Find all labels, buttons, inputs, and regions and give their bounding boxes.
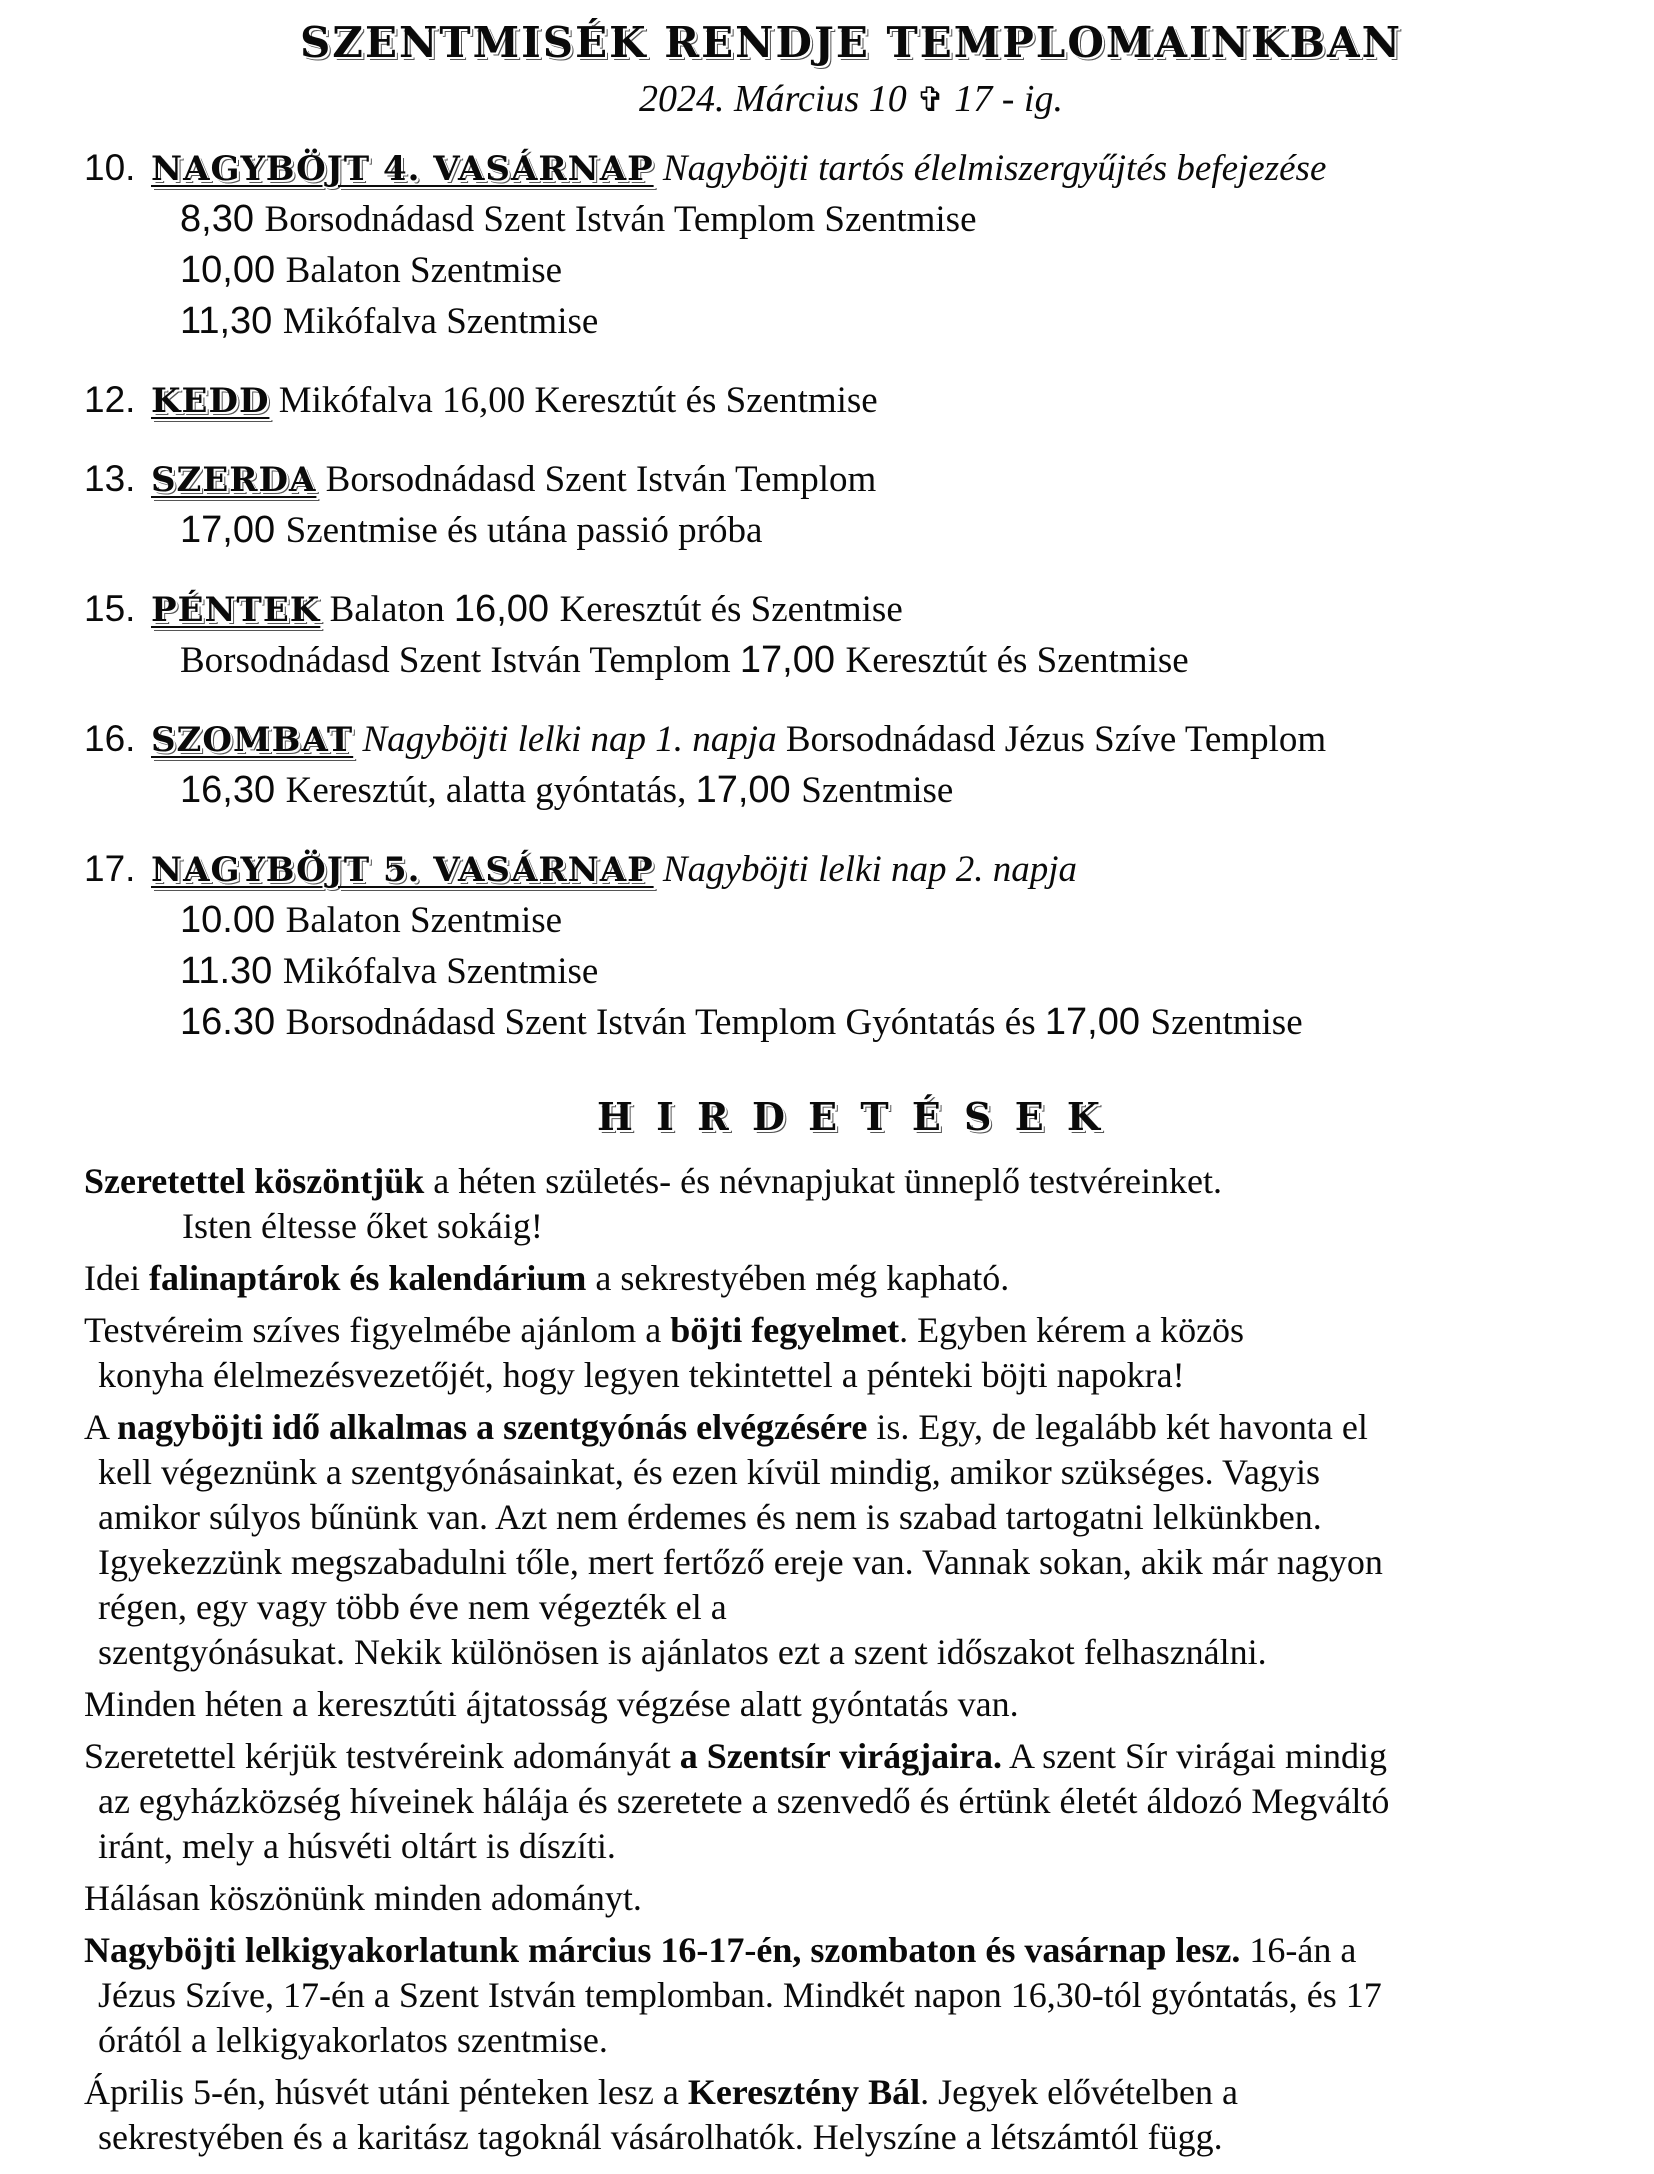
text-line <box>84 1682 1618 1727</box>
page-subtitle <box>84 77 1618 121</box>
text-segment-plain: Szentmise <box>801 770 954 811</box>
text-segment-day: NAGYBÖJT 4. VASÁRNAP <box>151 149 654 189</box>
text-segment-plain: konyha élelmezésvezetőjét, hogy legyen tekintettel a pénteki böjti napokra! <box>98 1355 1185 1395</box>
text-line <box>84 1405 1618 1450</box>
text-segment-plain: Keresztút és Szentmise <box>845 640 1189 681</box>
text-segment-time: 17,00 <box>695 769 802 811</box>
text-segment-plain: Minden héten a keresztúti ájtatosság végzése alatt gyóntatás van. <box>84 1684 1019 1724</box>
text-segment-plain: Mikófalva 16,00 Keresztút és Szentmise <box>269 380 878 421</box>
text-line <box>84 1495 1618 1540</box>
text-segment-time: 11,30 <box>180 300 283 342</box>
text-segment-plain: Keresztút és Szentmise <box>559 589 903 630</box>
text-segment-time: 16.30 <box>180 1001 286 1043</box>
text-line <box>84 946 1618 997</box>
text-segment-italic: Nagyböjti tartós élelmiszergyűjtés befejezése <box>662 148 1327 189</box>
text-segment-plain: Balaton Szentmise <box>285 250 563 291</box>
text-segment-day: SZERDA <box>151 460 317 500</box>
text-segment-bold: Szeretettel köszöntjük <box>84 1161 425 1201</box>
text-segment-time: 16,00 <box>453 588 560 630</box>
text-segment-day: NAGYBÖJT 5. VASÁRNAP <box>151 850 654 890</box>
text-segment-plain: Keresztút, alatta gyóntatás, <box>285 770 696 811</box>
text-segment-plain: iránt, mely a húsvéti oltárt is díszíti. <box>98 1826 616 1866</box>
text-segment-plain: A <box>84 1407 118 1447</box>
text-segment-time: 8,30 <box>180 198 265 240</box>
text-line <box>84 245 1618 296</box>
text-segment-plain: Április 5-én, húsvét utáni pénteken lesz a <box>84 2072 688 2112</box>
page-title: SZENTMISÉK RENDJE TEMPLOMAINKBAN <box>299 18 1403 67</box>
text-line <box>84 895 1618 946</box>
schedule-day-block <box>84 714 1618 816</box>
text-segment-plain <box>654 849 663 890</box>
text-line <box>84 375 1618 426</box>
text-segment-time: 10,00 <box>180 249 286 291</box>
text-line <box>84 454 1618 505</box>
text-segment-plain: . Egyben kérem a közös <box>899 1310 1245 1350</box>
text-segment-italic: Nagyböjti lelki nap 2. napja <box>662 849 1078 890</box>
text-segment-italic: Nagyböjti lelki nap 1. napja <box>362 719 777 760</box>
text-line <box>84 1630 1618 1675</box>
text-line <box>84 296 1618 347</box>
text-segment-day: SZOMBAT <box>151 720 354 760</box>
text-line <box>84 765 1618 816</box>
schedule-day-block <box>84 454 1618 556</box>
text-segment-plain: órától a lelkigyakorlatos szentmise. <box>98 2020 608 2060</box>
text-segment-plain: Borsodnádasd Szent István Templom Szentmise <box>264 199 977 240</box>
text-segment-num: 12. <box>84 379 146 420</box>
text-line <box>84 584 1618 635</box>
schedule-day-block <box>84 143 1618 347</box>
text-segment-plain: sekrestyében és a karitász tagoknál vásárolhatók. Helyszíne a létszámtól függ. <box>98 2117 1223 2157</box>
text-segment-plain: Balaton Szentmise <box>285 900 563 941</box>
text-line <box>84 1973 1618 2018</box>
announcement-paragraph <box>84 1256 1618 1301</box>
text-segment-num: 16. <box>84 718 146 759</box>
announcement-paragraph <box>84 1928 1618 2063</box>
text-line <box>84 1876 1618 1921</box>
text-segment-plain: Jézus Szíve, 17-én a Szent István templomban. Mindkét napon 16,30-tól gyóntatás, és 17 <box>98 1975 1382 2015</box>
text-segment-plain: Szeretettel kérjük testvéreink adományát <box>84 1736 680 1776</box>
text-segment-plain: Isten éltesse őket sokáig! <box>182 1206 543 1246</box>
text-line <box>84 1824 1618 1869</box>
text-line <box>84 997 1618 1048</box>
text-segment-time: 17,00 <box>739 639 846 681</box>
text-segment-plain: a héten születés- és névnapjukat ünneplő testvéreinket. <box>424 1161 1222 1201</box>
text-line <box>84 505 1618 556</box>
text-segment-plain: A szent Sír virágai mindig <box>1002 1736 1388 1776</box>
text-segment-plain: Hálásan köszönünk minden adományt. <box>84 1878 642 1918</box>
text-segment-plain: . Jegyek elővételben a <box>920 2072 1238 2112</box>
text-segment-plain <box>654 148 663 189</box>
text-segment-plain: Borsodnádasd Jézus Szíve Templom <box>776 719 1327 760</box>
schedule-day-block <box>84 375 1618 426</box>
announcement-paragraph <box>84 2070 1618 2160</box>
text-line <box>84 2018 1618 2063</box>
text-line <box>84 1256 1618 1301</box>
text-segment-plain: az egyházközség híveinek hálája és szeretete a szenvedő és értünk életét áldozó Megváltó <box>98 1781 1390 1821</box>
text-line <box>84 1450 1618 1495</box>
text-line <box>84 1159 1618 1204</box>
text-line <box>84 1734 1618 1779</box>
text-line <box>84 2115 1618 2160</box>
text-segment-num: 13. <box>84 458 146 499</box>
text-segment-bold: Nagyböjti lelkigyakorlatunk március 16-17-én, szombaton és vasárnap lesz. <box>84 1930 1241 1970</box>
announcements <box>84 1159 1618 2160</box>
announcement-paragraph <box>84 1405 1618 1675</box>
text-segment-plain: Testvéreim szíves figyelmébe ajánlom a <box>84 1310 671 1350</box>
announcement-paragraph <box>84 1876 1618 1921</box>
text-segment-plain: Borsodnádasd Szent István Templom <box>180 640 740 681</box>
announcement-paragraph <box>84 1682 1618 1727</box>
text-line <box>84 844 1618 895</box>
text-segment-time: 16,30 <box>180 769 286 811</box>
text-segment-time: 10.00 <box>180 899 286 941</box>
text-segment-num: 10. <box>84 147 146 188</box>
text-segment-plain: 16-án a <box>1240 1930 1357 1970</box>
announcement-paragraph <box>84 1734 1618 1869</box>
text-line <box>84 143 1618 194</box>
text-segment-time: 17,00 <box>180 509 286 551</box>
text-line <box>84 1585 1618 1630</box>
text-segment-plain: a sekrestyében még kapható. <box>586 1258 1010 1298</box>
announcement-paragraph <box>84 1159 1618 1249</box>
text-line <box>84 1353 1618 1398</box>
text-segment-plain: kell végeznünk a szentgyónásainkat, és ezen kívül mindig, amikor szükséges. Vagyis <box>98 1452 1321 1492</box>
text-segment-plain: Szentmise és utána passió próba <box>285 510 763 551</box>
text-segment-cross: ✞ <box>916 80 945 120</box>
text-segment-plain: Borsodnádasd Szent István Templom Gyóntatás és <box>285 1002 1045 1043</box>
text-segment-bold: Keresztény Bál <box>687 2072 921 2112</box>
schedule-day-block <box>84 844 1618 1048</box>
text-line <box>84 1540 1618 1585</box>
text-line <box>84 1928 1618 1973</box>
text-segment-plain: Szentmise <box>1150 1002 1303 1043</box>
text-segment-bold: böjti fegyelmet <box>670 1310 900 1350</box>
text-segment-bold: falinaptárok és kalendárium <box>148 1258 587 1298</box>
text-segment-bold: nagyböjti idő alkalmas a szentgyónás elvégzésére <box>117 1407 868 1447</box>
text-segment-num: 15. <box>84 588 146 629</box>
mass-schedule <box>84 143 1618 1048</box>
text-line <box>84 635 1618 686</box>
text-line <box>84 194 1618 245</box>
text-segment-bold: a Szentsír virágjaira. <box>679 1736 1003 1776</box>
text-segment-plain: régen, egy vagy több éve nem végezték el a <box>98 1587 727 1627</box>
text-line <box>84 714 1618 765</box>
text-segment-plain: amikor súlyos bűnünk van. Azt nem érdemes és nem is szabad tartogatni lelkünkben. <box>98 1497 1322 1537</box>
text-segment-plain: Balaton <box>320 589 454 630</box>
text-segment-plain: Borsodnádasd Szent István Templom <box>316 459 877 500</box>
text-segment-time: 17,00 <box>1044 1001 1151 1043</box>
announcement-paragraph <box>84 1308 1618 1398</box>
text-segment-plain: Igyekezzünk megszabadulni tőle, mert fertőző ereje van. Vannak sokan, akik már nagyon <box>98 1542 1383 1582</box>
text-line <box>84 2070 1618 2115</box>
text-segment-day: KEDD <box>151 381 270 421</box>
text-segment-plain: szentgyónásukat. Nekik különösen is ajánlatos ezt a szent időszakot felhasználni. <box>98 1632 1267 1672</box>
schedule-day-block <box>84 584 1618 686</box>
text-segment-plain: Mikófalva Szentmise <box>282 951 599 992</box>
text-segment-num: 17. <box>84 848 146 889</box>
text-segment-plain: is. Egy, de legalább két havonta el <box>867 1407 1368 1447</box>
text-line <box>84 1779 1618 1824</box>
announcements-heading: H I R D E T É S E K <box>597 1094 1105 1139</box>
text-segment-plain: Idei <box>84 1258 149 1298</box>
text-segment-italic: 17 - ig. <box>944 78 1063 120</box>
text-segment-day: PÉNTEK <box>151 590 321 630</box>
text-segment-plain: Mikófalva Szentmise <box>282 301 599 342</box>
text-line <box>84 1204 1618 1249</box>
text-segment-time: 11.30 <box>180 950 283 992</box>
text-segment-italic: 2024. Március 10 <box>639 78 917 120</box>
text-line <box>84 1308 1618 1353</box>
